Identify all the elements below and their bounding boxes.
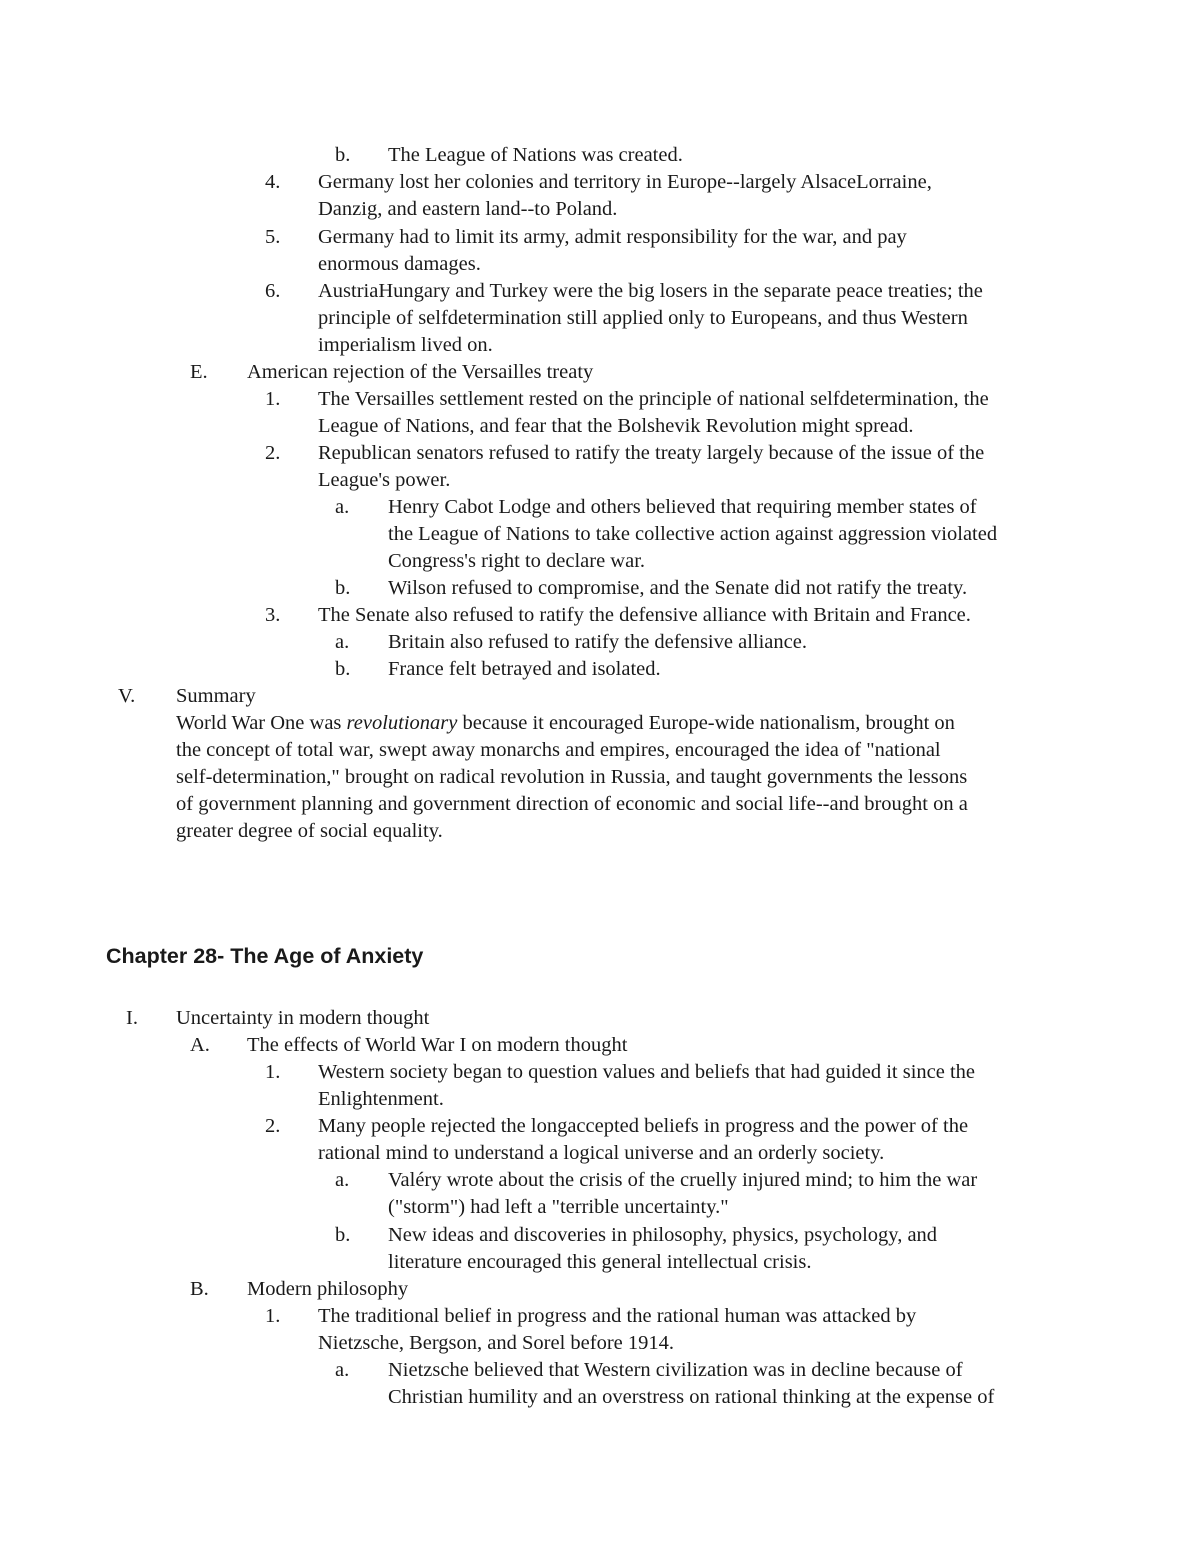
summary-line: of government planning and government direction of economic and social life--and brought on a: [176, 793, 968, 815]
list-marker: a.: [335, 631, 350, 653]
list-item-text: Germany had to limit its army, admit responsibility for the war, and pay: [318, 226, 907, 248]
list-marker: 6.: [265, 280, 281, 302]
list-marker: 1.: [265, 1061, 281, 1083]
list-item-text: League's power.: [318, 469, 451, 491]
list-item-text: The effects of World War I on modern thought: [247, 1034, 628, 1056]
list-item-text: Republican senators refused to ratify the treaty largely because of the issue of the: [318, 442, 985, 464]
list-item-text: Summary: [176, 685, 256, 707]
summary-text: World War One was: [176, 712, 347, 734]
list-marker: b.: [335, 658, 351, 680]
summary-line: greater degree of social equality.: [176, 820, 443, 842]
list-item-text: The Versailles settlement rested on the principle of national selfdetermination, the: [318, 388, 989, 410]
list-item-text: Britain also refused to ratify the defensive alliance.: [388, 631, 807, 653]
list-item-text: literature encouraged this general intellectual crisis.: [388, 1251, 812, 1273]
list-marker: a.: [335, 1359, 350, 1381]
list-marker: B.: [190, 1278, 209, 1300]
list-item-text: League of Nations, and fear that the Bolshevik Revolution might spread.: [318, 415, 914, 437]
list-item-text: Nietzsche believed that Western civilization was in decline because of: [388, 1359, 963, 1381]
list-marker: I.: [126, 1007, 138, 1029]
summary-line: self-determination," brought on radical revolution in Russia, and taught governments the lessons: [176, 766, 968, 788]
list-item-text: New ideas and discoveries in philosophy, physics, psychology, and: [388, 1224, 938, 1246]
list-item-text: the League of Nations to take collective action against aggression violated: [388, 523, 998, 545]
list-marker: 2.: [265, 1115, 281, 1137]
summary-text: because it encouraged Europe-wide nationalism, brought on: [457, 712, 955, 734]
list-item-text: AustriaHungary and Turkey were the big losers in the separate peace treaties; the: [318, 280, 983, 302]
list-item-text: ("storm") had left a "terrible uncertainty.": [388, 1196, 729, 1218]
list-marker: 2.: [265, 442, 281, 464]
summary-line: [176, 710, 955, 737]
list-marker: 5.: [265, 226, 281, 248]
list-marker: b.: [335, 577, 351, 599]
list-item-text: France felt betrayed and isolated.: [388, 658, 661, 680]
list-marker: a.: [335, 1169, 350, 1191]
list-item-text: Western society began to question values and beliefs that had guided it since the: [318, 1061, 976, 1083]
list-marker: A.: [190, 1034, 210, 1056]
list-item-text: rational mind to understand a logical universe and an orderly society.: [318, 1142, 885, 1164]
list-item-text: Enlightenment.: [318, 1088, 444, 1110]
list-item-text: principle of selfdetermination still applied only to Europeans, and thus Western: [318, 307, 968, 329]
list-marker: a.: [335, 496, 350, 518]
list-item-text: Danzig, and eastern land--to Poland.: [318, 198, 618, 220]
list-marker: 4.: [265, 171, 281, 193]
list-marker: V.: [118, 685, 136, 707]
list-marker: b.: [335, 144, 351, 166]
list-marker: 1.: [265, 1305, 281, 1327]
list-marker: 1.: [265, 388, 281, 410]
list-item-text: Uncertainty in modern thought: [176, 1007, 430, 1029]
list-item-text: Congress's right to declare war.: [388, 550, 646, 572]
list-item-text: The League of Nations was created.: [388, 144, 683, 166]
list-item-text: The traditional belief in progress and the rational human was attacked by: [318, 1305, 917, 1327]
list-item-text: enormous damages.: [318, 253, 481, 275]
chapter-title: Chapter 28- The Age of Anxiety: [106, 944, 424, 968]
list-item-text: Modern philosophy: [247, 1278, 409, 1300]
summary-emphasis: revolutionary: [346, 712, 458, 734]
list-item-text: Germany lost her colonies and territory in Europe--largely AlsaceLorraine,: [318, 171, 932, 193]
list-item-text: Nietzsche, Bergson, and Sorel before 1914.: [318, 1332, 674, 1354]
list-marker: b.: [335, 1224, 351, 1246]
list-item-text: imperialism lived on.: [318, 334, 493, 356]
list-item-text: Henry Cabot Lodge and others believed that requiring member states of: [388, 496, 977, 518]
summary-line: the concept of total war, swept away monarchs and empires, encouraged the idea of "national: [176, 739, 941, 761]
list-marker: 3.: [265, 604, 281, 626]
list-item-text: The Senate also refused to ratify the defensive alliance with Britain and France.: [318, 604, 971, 626]
list-item-text: American rejection of the Versailles treaty: [247, 361, 594, 383]
list-item-text: Wilson refused to compromise, and the Senate did not ratify the treaty.: [388, 577, 968, 599]
list-item-text: Valéry wrote about the crisis of the cruelly injured mind; to him the war: [388, 1169, 978, 1191]
list-item-text: Many people rejected the longaccepted beliefs in progress and the power of the: [318, 1115, 969, 1137]
list-marker: E.: [190, 361, 208, 383]
list-item-text: Christian humility and an overstress on rational thinking at the expense of: [388, 1386, 995, 1408]
